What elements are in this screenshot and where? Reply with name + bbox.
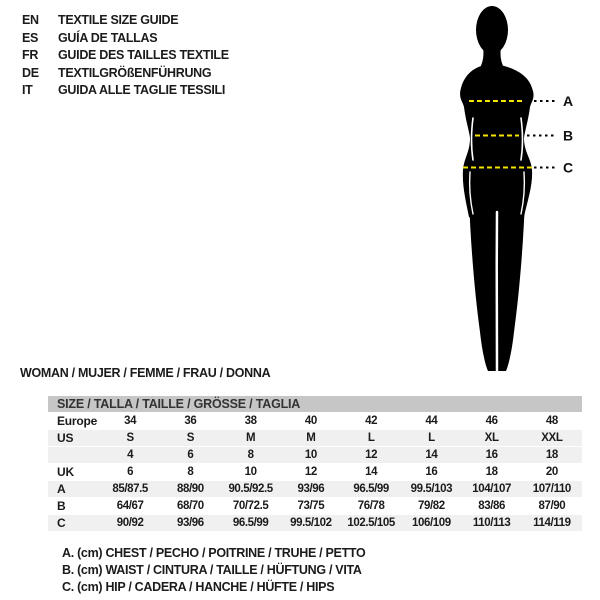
size-cell: L: [428, 432, 435, 444]
legend-line: A. (cm) CHEST / PECHO / POITRINE / TRUHE / PETTO: [62, 546, 366, 560]
size-cell: 18: [545, 449, 558, 461]
size-cell: 114/119: [533, 517, 571, 529]
section-title: WOMAN / MUJER / FEMME / FRAU / DONNA: [20, 366, 271, 380]
size-cell: 88/90: [176, 483, 204, 495]
row-label: UK: [57, 465, 74, 479]
size-cell: 48: [545, 415, 558, 427]
size-cell: 8: [187, 466, 194, 478]
language-label-it: GUIDA ALLE TAGLIE TESSILI: [58, 83, 226, 97]
size-cell: 40: [304, 415, 317, 427]
size-cell: XL: [484, 432, 499, 444]
size-table-header: SIZE / TALLA / TAILLE / GRÖSSE / TAGLIA: [48, 396, 582, 413]
size-cell: M: [306, 432, 316, 444]
language-title-block: [22, 14, 229, 97]
leader-lines: [527, 101, 557, 168]
size-table-body: [48, 413, 582, 532]
table-row: [48, 413, 582, 430]
language-label-fr: GUIDE DES TAILLES TEXTILE: [58, 48, 229, 62]
row-label: US: [57, 431, 74, 445]
size-cell: 104/107: [472, 483, 512, 495]
table-row: [48, 515, 582, 532]
marker-letter-c: C: [563, 159, 573, 176]
measurement-figure: [430, 0, 600, 380]
measurement-legend: [62, 545, 365, 595]
size-cell: 36: [184, 415, 197, 427]
language-label-en: TEXTILE SIZE GUIDE: [58, 13, 179, 27]
size-cell: 90/92: [116, 517, 144, 529]
size-cell: 38: [244, 415, 257, 427]
size-cell: 34: [124, 415, 137, 427]
size-cell: 46: [485, 415, 498, 427]
marker-letter-a: A: [563, 93, 573, 109]
size-cell: 42: [365, 415, 378, 427]
size-cell: 83/86: [478, 500, 506, 512]
table-row: [48, 498, 582, 515]
size-cell: 68/70: [176, 500, 204, 512]
language-code-es: ES: [22, 30, 39, 45]
legend-line: B. (cm) WAIST / CINTURA / TAILLE / HÜFTUNG / VITA: [62, 562, 362, 577]
size-cell: 110/113: [472, 517, 511, 529]
size-cell: 106/109: [411, 517, 451, 529]
table-row: [48, 447, 582, 464]
size-cell: 64/67: [116, 500, 144, 512]
size-cell: 12: [304, 466, 317, 478]
size-table: [48, 396, 582, 532]
woman-silhouette-diagram: [430, 0, 600, 380]
size-cell: 107/110: [532, 483, 571, 495]
size-cell: S: [126, 432, 134, 444]
size-cell: 70/72.5: [232, 500, 269, 512]
row-label: [48, 447, 100, 463]
size-cell: 99.5/103: [410, 483, 453, 495]
size-cell: 16: [485, 449, 498, 461]
size-cell: 85/87.5: [112, 483, 148, 495]
size-cell: 99.5/102: [290, 517, 332, 529]
table-row: [48, 464, 582, 481]
size-cell: 18: [485, 466, 498, 478]
language-code-de: DE: [22, 65, 39, 80]
size-cell: 4: [127, 449, 134, 461]
size-cell: L: [367, 432, 375, 444]
size-cell: M: [246, 432, 256, 444]
marker-letter-b: B: [563, 127, 573, 144]
size-cell: 8: [247, 449, 254, 461]
size-cell: 20: [545, 466, 558, 478]
size-cell: 44: [425, 415, 438, 427]
size-cell: XXL: [541, 432, 563, 444]
size-cell: 93/96: [176, 517, 204, 529]
size-cell: 96.5/99: [232, 517, 269, 529]
size-cell: 76/78: [357, 500, 385, 512]
language-code-fr: FR: [22, 48, 39, 62]
size-cell: 14: [365, 466, 378, 478]
language-code-it: IT: [22, 83, 33, 97]
size-cell: 102.5/105: [347, 517, 395, 529]
size-cell: 6: [187, 449, 194, 461]
table-row: [48, 481, 582, 498]
language-label-es: GUÍA DE TALLAS: [58, 30, 158, 45]
size-cell: 87/90: [538, 500, 566, 512]
legend-line: C. (cm) HIP / CADERA / HANCHE / HÜFTE / HIPS: [62, 579, 335, 594]
size-cell: 6: [127, 466, 134, 478]
size-cell: 73/75: [297, 500, 325, 512]
language-code-en: EN: [22, 13, 39, 27]
size-cell: 10: [304, 449, 317, 461]
size-cell: 93/96: [297, 483, 325, 495]
row-label: Europe: [57, 414, 98, 428]
table-row: [48, 430, 582, 447]
size-cell: 96.5/99: [353, 483, 389, 495]
size-cell: 16: [425, 466, 438, 478]
size-cell: 12: [365, 449, 378, 461]
size-cell: 10: [244, 466, 257, 478]
size-cell: 79/82: [417, 500, 445, 512]
size-cell: S: [186, 432, 195, 444]
row-label: B: [57, 499, 66, 513]
row-label: A: [57, 482, 66, 496]
size-cell: 14: [425, 449, 438, 461]
language-label-de: TEXTILGRÖßENFÜHRUNG: [58, 65, 212, 80]
size-cell: 90.5/92.5: [228, 483, 273, 495]
row-label: C: [57, 516, 66, 530]
